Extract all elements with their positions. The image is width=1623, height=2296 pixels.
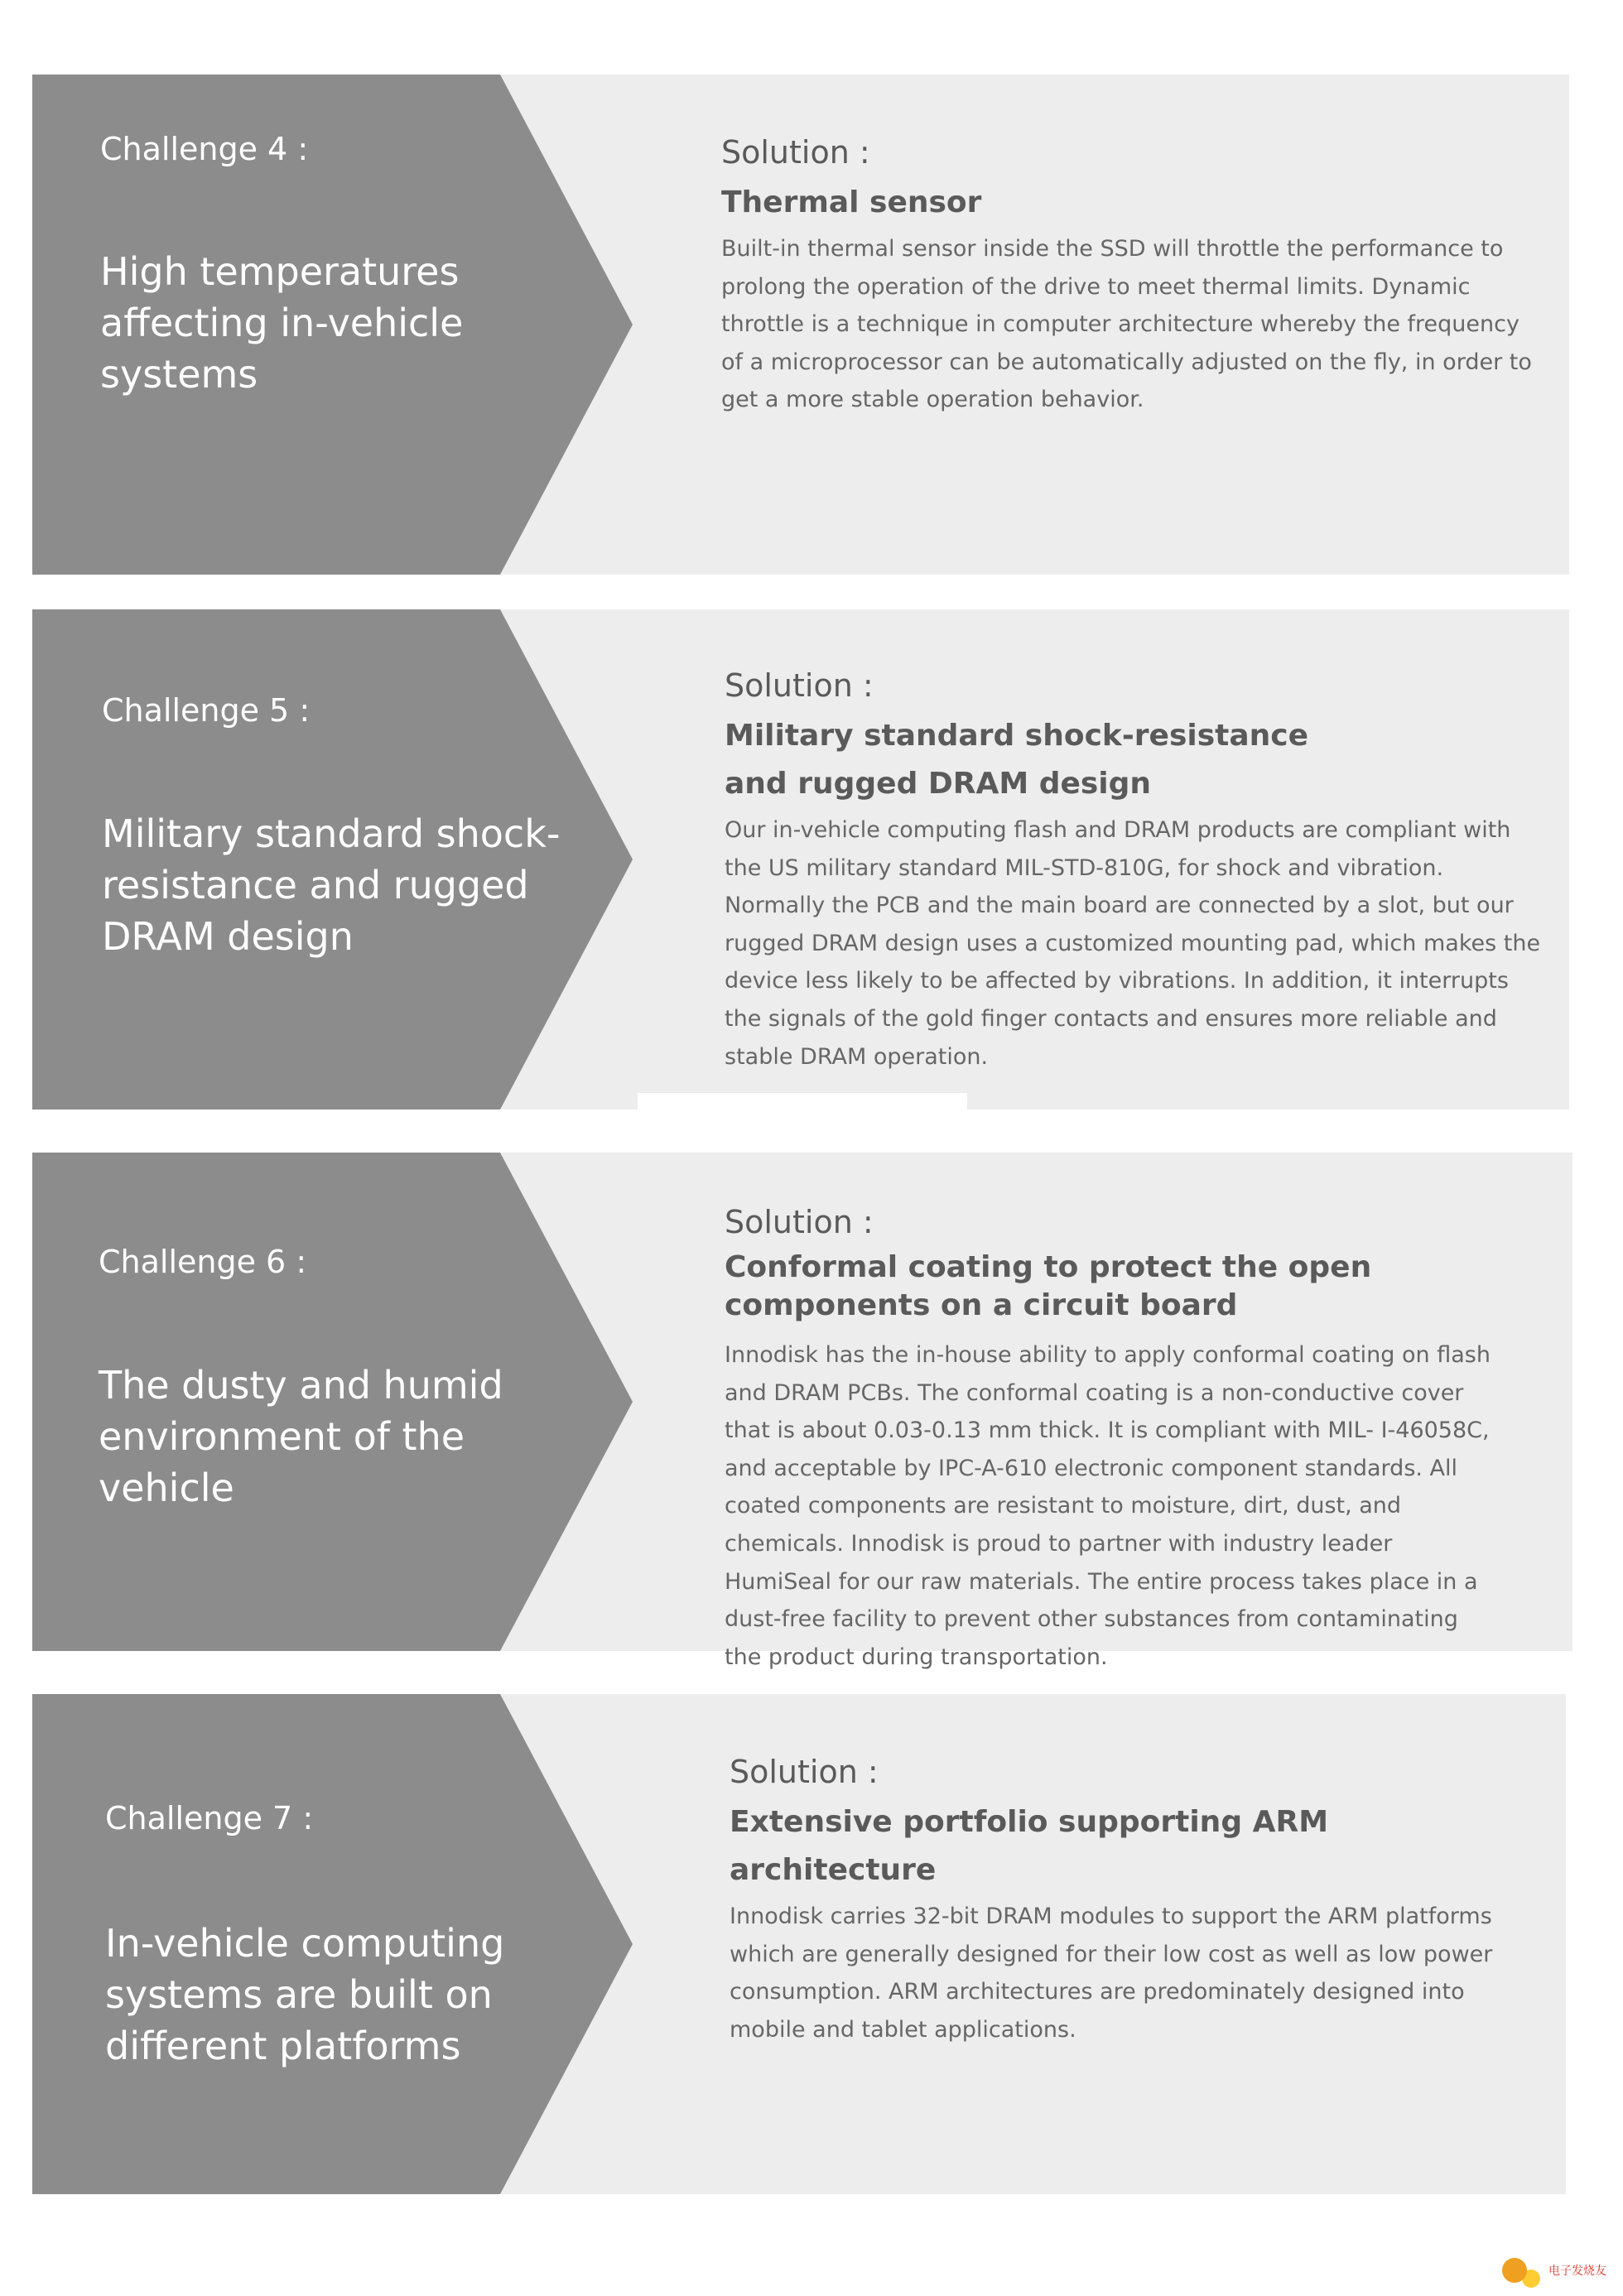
solution-label: Solution : — [721, 134, 870, 171]
challenge-card-4 — [32, 75, 1569, 575]
solution-block — [721, 134, 1541, 419]
solution-label: Solution : — [725, 1204, 874, 1240]
solution-label: Solution : — [725, 667, 874, 704]
watermark — [1502, 2258, 1606, 2283]
challenge-title: The dusty and humid environment of the vehicle — [99, 1363, 503, 1510]
challenge-title: High temperatures affecting in-vehicle systems — [100, 249, 464, 397]
challenge-card-5 — [32, 609, 1569, 1109]
challenge-label: Challenge 4 : — [100, 131, 309, 167]
solution-title: Thermal sensor — [721, 185, 982, 219]
solution-block — [725, 667, 1544, 1076]
challenge-title: Military standard shock-resistance and rugged DRAM design — [102, 811, 561, 959]
solution-block — [725, 1204, 1519, 1676]
solution-body: Innodisk carries 32-bit DRAM modules to support the ARM platforms which are generally designed for their low cost as well as low power consumption. ARM architectures are predominately designed into mobile and tablet applications. — [730, 1904, 1493, 2043]
challenge-card-6 — [32, 1153, 1572, 1670]
gear-logo-icon — [1502, 2258, 1527, 2283]
challenge-label: Challenge 5 : — [102, 692, 311, 729]
solution-title: Conformal coating to protect the open components on a circuit board — [725, 1250, 1372, 1322]
solution-body: Innodisk has the in-house ability to apply conformal coating on flash and DRAM PCBs. The conformal coating is a non-conductive cover that is about 0.03-0.13 mm thick. It is compliant with MIL- I-46058C, and acceptable by IPC-A-610 electronic component standards. All coated components are resistant to moisture, dirt, dust, and chemicals. Innodisk is proud to partner with industry leader HumiSeal for our raw materials. The entire process takes place in a dust-free facility to prevent other substances from contaminating the product during transportation. — [725, 1342, 1491, 1670]
solution-label: Solution : — [730, 1754, 879, 1790]
solution-block — [730, 1754, 1541, 2048]
challenge-card-7 — [32, 1694, 1566, 2194]
challenge-label: Challenge 7 : — [105, 1800, 314, 1836]
challenge-label: Challenge 6 : — [99, 1244, 307, 1280]
solution-body: Built-in thermal sensor inside the SSD will throttle the performance to prolong the operation of the drive to meet thermal limits. Dynamic throttle is a technique in computer architecture whereby the frequency of a microprocessor can be automatically adjusted on the fly, in order to get a more stable operation behavior. — [721, 236, 1532, 413]
solution-body: Our in-vehicle computing flash and DRAM products are compliant with the US military standard MIL-STD-810G, for shock and vibration. Normally the PCB and the main board are connected by a slot, but our rugged DRAM design uses a customized mounting pad, which makes the device less likely to be affected by vibrations. In addition, it interrupts the signals of the gold finger contacts and ensures more reliable and stable DRAM operation. — [725, 817, 1541, 1070]
watermark-text: 电子发烧友 — [1548, 2265, 1606, 2278]
solution-title: Extensive portfolio supporting ARM architecture — [730, 1805, 1329, 1887]
solution-title: Military standard shock-resistance and rugged DRAM design — [725, 719, 1309, 801]
challenge-title: In-vehicle computing systems are built on different platforms — [105, 1921, 505, 2068]
